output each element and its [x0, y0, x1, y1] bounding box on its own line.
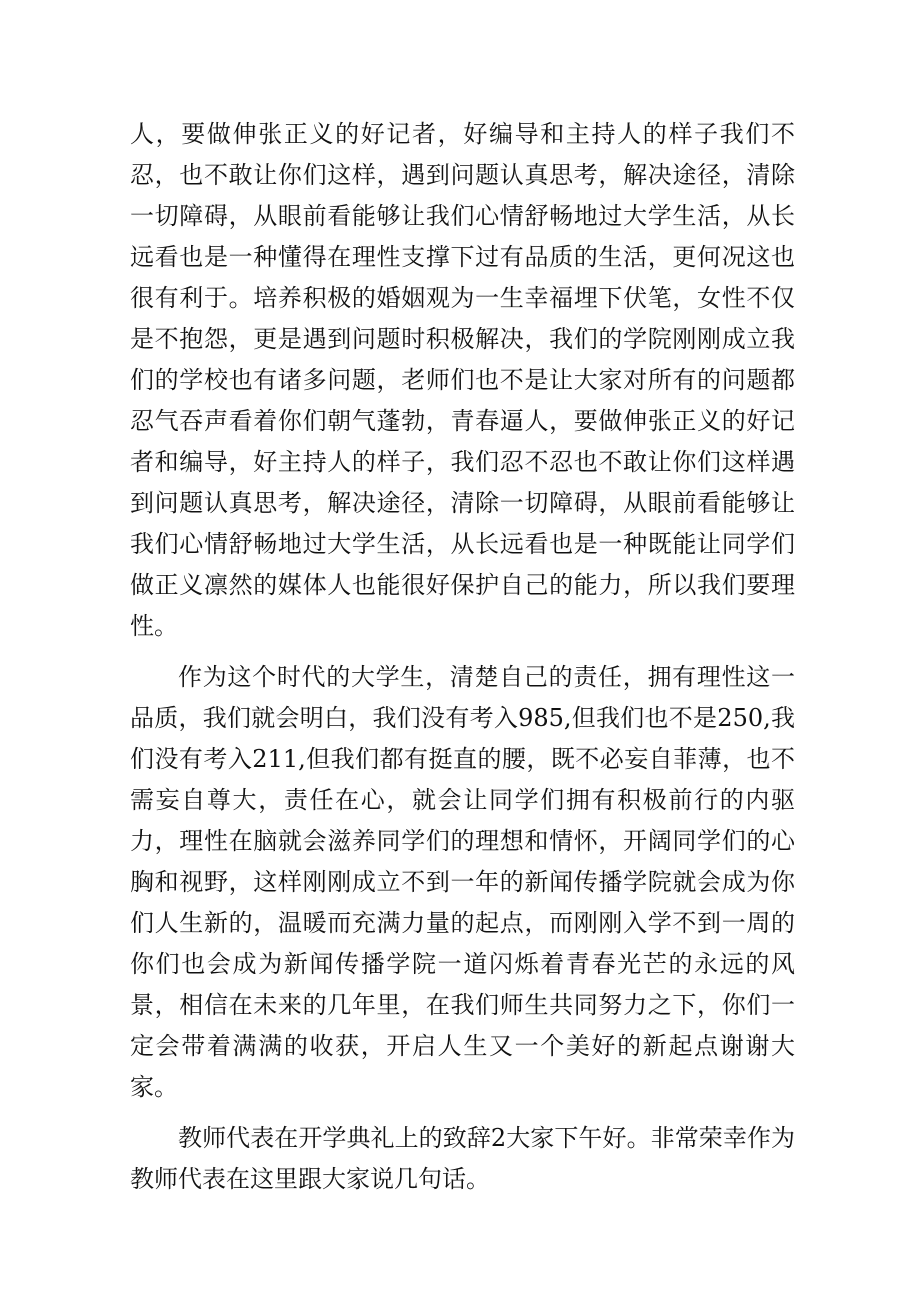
paragraph-responsibility: 作为这个时代的大学生，清楚自己的责任，拥有理性这一品质，我们就会明白，我们没有考入985,但我们也不是250,我们没有考入211,但我们都有挺直的腰，既不必妄自菲薄，也不需妄自尊大，责任在心，就会让同学们拥有积极前行的内驱力，理性在脑就会滋养同学们的理想和情怀，开阔同学们的心胸和视野，这样刚刚成立不到一年的新闻传播学院就会成为你们人生新的，温暖而充满力量的起点，而刚刚入学不到一周的你们也会成为新闻传播学院一道闪烁着青春光芒的永远的风景，相信在未来的几年里，在我们师生共同努力之下，你们一定会带着满满的收获，开启人生又一个美好的新起点谢谢大家。	[130, 663, 795, 1101]
paragraph-continuation: 人，要做伸张正义的好记者，好编导和主持人的样子我们不忍，也不敢让你们这样，遇到问题认真思考，解决途径，清除一切障碍，从眼前看能够让我们心情舒畅地过大学生活，从长远看也是一种懂得在理性支撑下过有品质的生活，更何况这也很有利于。培养积极的婚姻观为一生幸福埋下伏笔，女性不仅是不抱怨，更是遇到问题时积极解决，我们的学院刚刚成立我们的学校也有诸多问题，老师们也不是让大家对所有的问题都忍气吞声看着你们朝气蓬勃，青春逼人，要做伸张正义的好记者和编导，好主持人的样子，我们忍不忍也不敢让你们这样遇到问题认真思考，解决途径，清除一切障碍，从眼前看能够让我们心情舒畅地过大学生活，从长远看也是一种既能让同学们做正义凛然的媒体人也能很好保护自己的能力，所以我们要理性。	[130, 120, 795, 640]
paragraph-teacher-speech-intro: 教师代表在开学典礼上的致辞2大家下午好。非常荣幸作为教师代表在这里跟大家说几句话。	[130, 1124, 795, 1193]
document-body	[130, 114, 795, 1200]
